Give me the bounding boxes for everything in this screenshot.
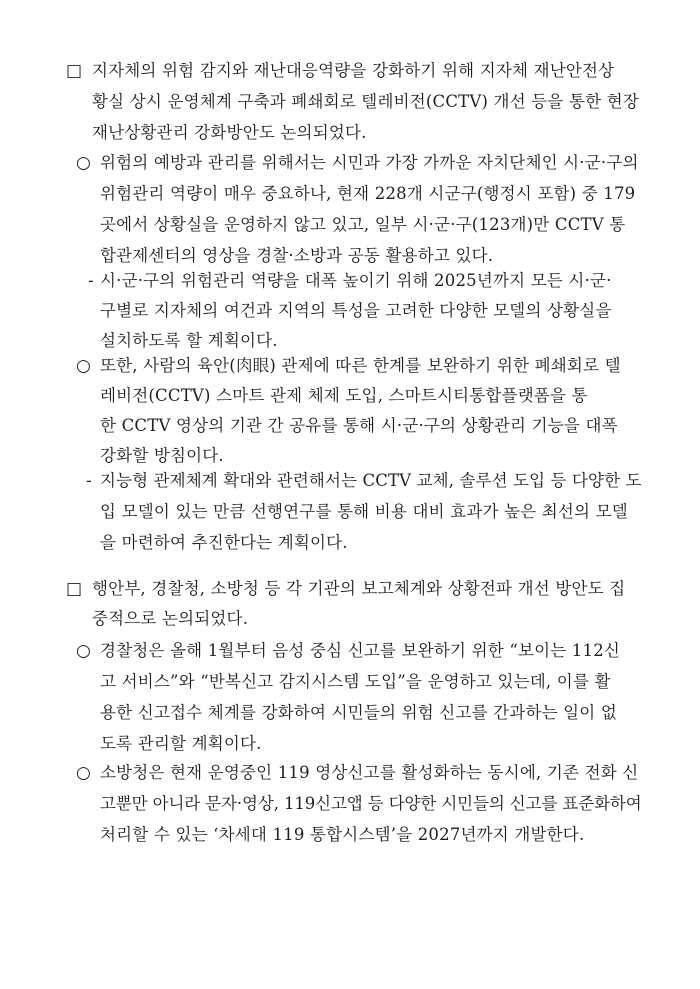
text-line: 을 마련하여 추진한다는 계획이다. <box>100 533 348 552</box>
circle-bullet-icon: ○ <box>76 641 91 661</box>
text-line: 시·군·구의 위험관리 역량을 대폭 높이기 위해 2025년까지 모든 시·군· <box>100 271 612 290</box>
dash-bullet-icon: - <box>88 271 94 291</box>
text-line: 중적으로 논의되었다. <box>92 609 249 628</box>
text-line: 고뿐만 아니라 문자·영상, 119신고앱 등 다양한 시민들의 신고를 표준화하여 <box>100 794 642 813</box>
text-line: 고 서비스”와 “반복신고 감지시스템 도입”을 운영하고 있는데, 이를 활 <box>100 672 611 691</box>
text-line: 행안부, 경찰청, 소방청 등 각 기관의 보고체계와 상황전파 개선 방안도 집 <box>92 579 626 598</box>
text-line: 소방청은 현재 운영중인 119 영상신고를 활성화하는 동시에, 기존 전화 신 <box>100 763 639 782</box>
text-line: 위험의 예방과 관리를 위해서는 시민과 가장 가까운 자치단체인 시·군·구의 <box>100 153 639 172</box>
text-line: 경찰청은 올해 1월부터 음성 중심 신고를 보완하기 위한 “보이는 112신 <box>100 641 621 660</box>
text-line: 도록 관리할 계획이다. <box>100 734 262 753</box>
text-line: 위험관리 역량이 매우 중요하나, 현재 228개 시군구(행정시 포함) 중 179 <box>100 184 636 203</box>
text-line: 용한 신고접수 체계를 강화하여 시민들의 위험 신고를 간과하는 일이 없 <box>100 703 618 722</box>
text-line: 합관제센터의 영상을 경찰·소방과 공동 활용하고 있다. <box>100 246 494 265</box>
text-line: 지자체의 위험 감지와 재난대응역량을 강화하기 위해 지자체 재난안전상 <box>92 61 615 80</box>
square-bullet-icon: □ <box>66 61 83 81</box>
text-line: 레비전(CCTV) 스마트 관제 체제 도입, 스마트시티통합플랫폼을 통 <box>100 386 588 405</box>
circle-bullet-icon: ○ <box>76 763 91 783</box>
text-line: 지능형 관제체계 확대와 관련해서는 CCTV 교체, 솔루션 도입 등 다양한 도 <box>100 471 642 490</box>
text-line: 구별로 지자체의 여건과 지역의 특성을 고려한 다양한 모델의 상황실을 <box>100 301 612 320</box>
text-line: 처리할 수 있는 ‘차세대 119 통합시스템’을 2027년까지 개발한다. <box>100 825 585 844</box>
text-line: 곳에서 상황실을 운영하지 않고 있고, 일부 시·군·구(123개)만 CCTV 통 <box>100 215 626 234</box>
circle-bullet-icon: ○ <box>76 356 91 376</box>
text-line: 설치하도록 할 계획이다. <box>100 331 278 350</box>
text-line: 한 CCTV 영상의 기관 간 공유를 통해 시·군·구의 상황관리 기능을 대폭 <box>100 416 618 435</box>
text-line: 또한, 사람의 육안(肉眼) 관제에 따른 한계를 보완하기 위한 폐쇄회로 텔 <box>100 356 621 375</box>
text-line: 재난상황관리 강화방안도 논의되었다. <box>92 123 367 142</box>
circle-bullet-icon: ○ <box>76 153 91 173</box>
text-line: 강화할 방침이다. <box>100 446 224 465</box>
dash-bullet-icon: - <box>86 471 92 491</box>
text-line: 황실 상시 운영체계 구축과 폐쇄회로 텔레비전(CCTV) 개선 등을 통한 현장 <box>92 92 640 111</box>
text-line: 입 모델이 있는 만큼 선행연구를 통해 비용 대비 효과가 높은 최선의 모델 <box>100 502 628 521</box>
square-bullet-icon: □ <box>66 579 83 599</box>
